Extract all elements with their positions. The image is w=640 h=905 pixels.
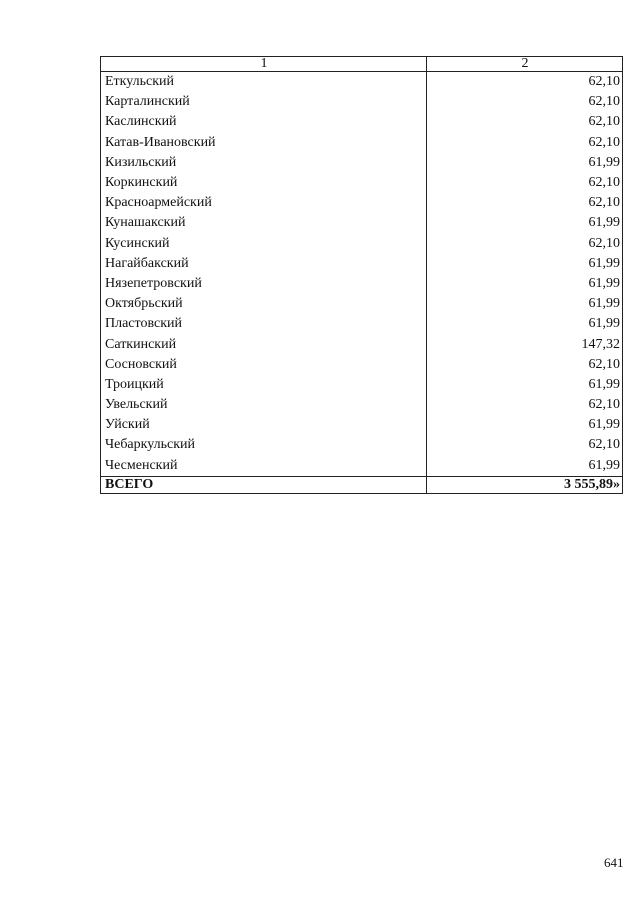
table-row <box>101 334 623 354</box>
district-value: 61,99 <box>427 254 623 274</box>
district-name: Кунашакский <box>101 213 427 233</box>
table-row <box>101 456 623 477</box>
district-name: Еткульский <box>101 72 427 93</box>
table-row <box>101 294 623 314</box>
district-value: 61,99 <box>427 314 623 334</box>
district-name: Коркинский <box>101 173 427 193</box>
district-name: Саткинский <box>101 334 427 354</box>
column-header-1: 1 <box>101 57 427 72</box>
district-value: 62,10 <box>427 92 623 112</box>
district-name: Октябрьский <box>101 294 427 314</box>
total-label: ВСЕГО <box>101 476 427 493</box>
table-row <box>101 355 623 375</box>
district-value: 61,99 <box>427 213 623 233</box>
district-name: Троицкий <box>101 375 427 395</box>
table-total-row <box>101 476 623 493</box>
district-value: 61,99 <box>427 456 623 477</box>
district-value: 61,99 <box>427 294 623 314</box>
district-value: 62,10 <box>427 193 623 213</box>
district-value: 62,10 <box>427 133 623 153</box>
district-value: 62,10 <box>427 395 623 415</box>
district-value: 61,99 <box>427 153 623 173</box>
table-body <box>101 72 623 477</box>
table-row <box>101 395 623 415</box>
table-row <box>101 415 623 435</box>
district-value: 147,32 <box>427 334 623 354</box>
table-row <box>101 375 623 395</box>
district-value: 62,10 <box>427 234 623 254</box>
district-name: Чебаркульский <box>101 435 427 455</box>
district-name: Уйский <box>101 415 427 435</box>
table-row <box>101 274 623 294</box>
district-name: Увельский <box>101 395 427 415</box>
table-row <box>101 92 623 112</box>
district-value: 62,10 <box>427 72 623 93</box>
district-name: Нагайбакский <box>101 254 427 274</box>
district-name: Чесменский <box>101 456 427 477</box>
district-name: Кизильский <box>101 153 427 173</box>
district-value: 62,10 <box>427 173 623 193</box>
table-row <box>101 254 623 274</box>
table-row <box>101 435 623 455</box>
column-header-2: 2 <box>427 57 623 72</box>
district-name: Карталинский <box>101 92 427 112</box>
district-name: Красноармейский <box>101 193 427 213</box>
district-name: Каслинский <box>101 112 427 132</box>
district-name: Пластовский <box>101 314 427 334</box>
district-name: Кусинский <box>101 234 427 254</box>
table-row <box>101 173 623 193</box>
district-value: 61,99 <box>427 375 623 395</box>
table-row <box>101 234 623 254</box>
district-name: Нязепетровский <box>101 274 427 294</box>
table-row <box>101 213 623 233</box>
district-value: 62,10 <box>427 112 623 132</box>
table-row <box>101 314 623 334</box>
district-name: Катав-Ивановский <box>101 133 427 153</box>
district-value: 61,99 <box>427 274 623 294</box>
table-row <box>101 133 623 153</box>
district-value: 62,10 <box>427 355 623 375</box>
table-row <box>101 193 623 213</box>
data-table <box>100 56 623 494</box>
table-header-row <box>101 57 623 72</box>
table-row <box>101 112 623 132</box>
table-row <box>101 153 623 173</box>
table-row <box>101 72 623 93</box>
district-value: 62,10 <box>427 435 623 455</box>
district-value: 61,99 <box>427 415 623 435</box>
total-value: 3 555,89» <box>427 476 623 493</box>
district-name: Сосновский <box>101 355 427 375</box>
page-number: 641 <box>604 855 624 870</box>
